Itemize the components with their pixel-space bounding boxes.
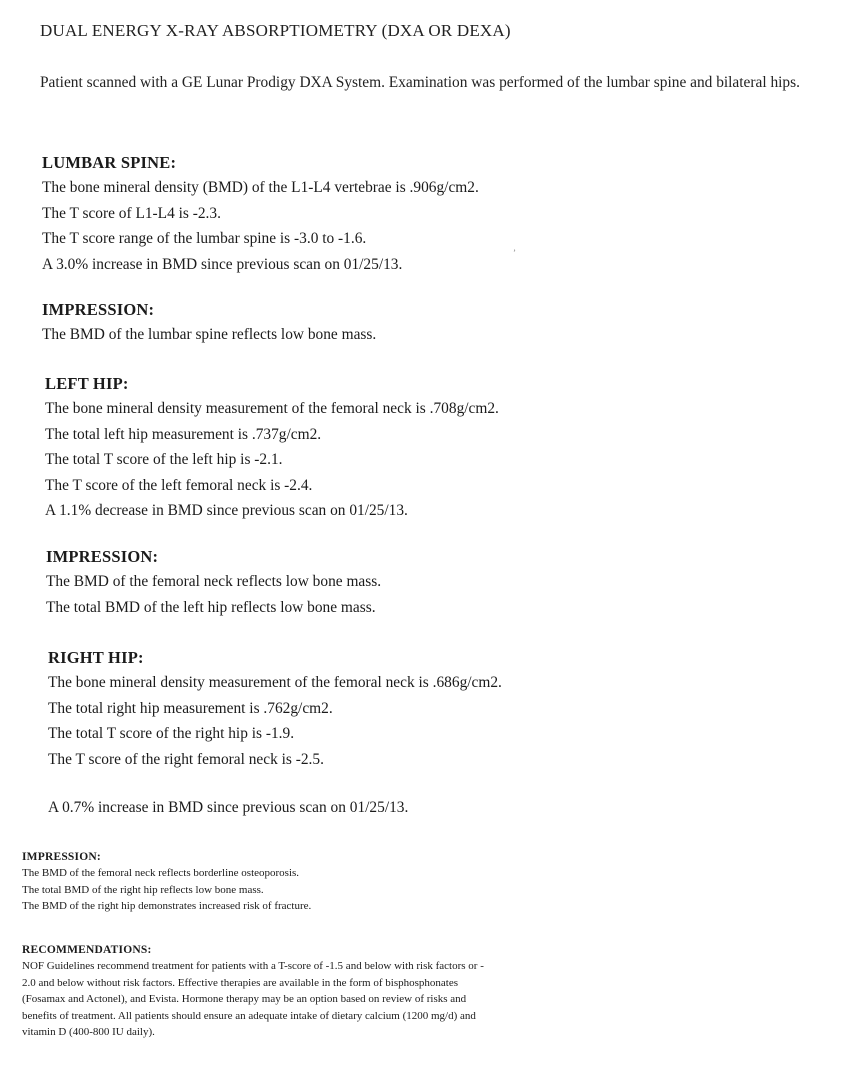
recommendations-line-5: vitamin D (400-800 IU daily). [22, 1026, 155, 1038]
recommendations-line-4: benefits of treatment. All patients should ensure an adequate intake of dietary calcium (1200 mg/d) and [22, 1009, 476, 1022]
recommendations-line-2: 2.0 and below without risk factors. Effective therapies are available in the form of bisphosphonates [22, 976, 458, 989]
right-hip-heading: RIGHT HIP: [48, 648, 144, 667]
right-hip-section [48, 646, 808, 821]
left-hip-change-line: A 1.1% decrease in BMD since previous scan on 01/25/13. [45, 502, 408, 519]
recommendations-line-1: NOF Guidelines recommend treatment for patients with a T-score of -1.5 and below with risk factors or - [22, 960, 484, 972]
right-hip-neck-bmd-line: The bone mineral density measurement of the femoral neck is .686g/cm2. [48, 674, 502, 691]
impression-left-hip-line-2: The total BMD of the left hip reflects low bone mass. [46, 598, 376, 616]
scan-speck: ’ [513, 248, 516, 258]
lumbar-spine-heading: LUMBAR SPINE: [42, 153, 177, 172]
left-hip-total-tscore-line: The total T score of the left hip is -2.1. [45, 451, 283, 468]
left-hip-neck-tscore-line: The T score of the left femoral neck is -2.4. [45, 476, 313, 494]
recommendations-heading: RECOMMENDATIONS: [22, 944, 152, 956]
impression-left-hip-line-1: The BMD of the femoral neck reflects low bone mass. [46, 573, 382, 590]
impression-lumbar-section [42, 298, 802, 348]
recommendations-section [22, 942, 642, 1041]
impression-left-hip-section [46, 545, 806, 620]
lumbar-bmd-line: The bone mineral density (BMD) of the L1-L4 vertebrae is .906g/cm2. [42, 179, 479, 196]
lumbar-change-line: A 3.0% increase in BMD since previous scan on 01/25/13. [42, 255, 403, 273]
right-hip-neck-tscore-line: The T score of the right femoral neck is -2.5. [48, 750, 324, 768]
impression-lumbar-heading: IMPRESSION: [42, 300, 155, 319]
left-hip-total-bmd-line: The total left hip measurement is .737g/cm2. [45, 425, 322, 443]
impression-right-hip-line-2: The total BMD of the right hip reflects low bone mass. [22, 883, 264, 896]
lumbar-tscore-line: The T score of L1-L4 is -2.3. [42, 204, 221, 222]
spacer [48, 772, 808, 795]
impression-right-hip-line-1: The BMD of the femoral neck reflects borderline osteoporosis. [22, 867, 300, 879]
impression-left-hip-heading: IMPRESSION: [46, 547, 159, 566]
lumbar-spine-section [42, 151, 802, 277]
left-hip-section [45, 372, 805, 524]
report-title: DUAL ENERGY X-RAY ABSORPTIOMETRY (DXA OR DEXA) [40, 21, 511, 40]
lumbar-tscore-range-line: The T score range of the lumbar spine is -3.0 to -1.6. [42, 230, 367, 247]
left-hip-heading: LEFT HIP: [45, 374, 129, 393]
right-hip-total-bmd-line: The total right hip measurement is .762g/cm2. [48, 699, 333, 717]
impression-right-hip-heading: IMPRESSION: [22, 851, 101, 863]
intro-paragraph: Patient scanned with a GE Lunar Prodigy DXA System. Examination was performed of the lumbar spine and bilateral hips. [40, 74, 800, 91]
recommendations-line-3: (Fosamax and Actonel), and Evista. Hormone therapy may be an option based on review of risks and [22, 993, 467, 1005]
impression-lumbar-line: The BMD of the lumbar spine reflects low bone mass. [42, 326, 377, 343]
left-hip-neck-bmd-line: The bone mineral density measurement of the femoral neck is .708g/cm2. [45, 400, 499, 417]
impression-right-hip-line-3: The BMD of the right hip demonstrates increased risk of fracture. [22, 900, 312, 912]
right-hip-change-line: A 0.7% increase in BMD since previous scan on 01/25/13. [48, 799, 409, 816]
impression-right-hip-section [22, 849, 642, 915]
right-hip-total-tscore-line: The total T score of the right hip is -1.9. [48, 725, 295, 742]
